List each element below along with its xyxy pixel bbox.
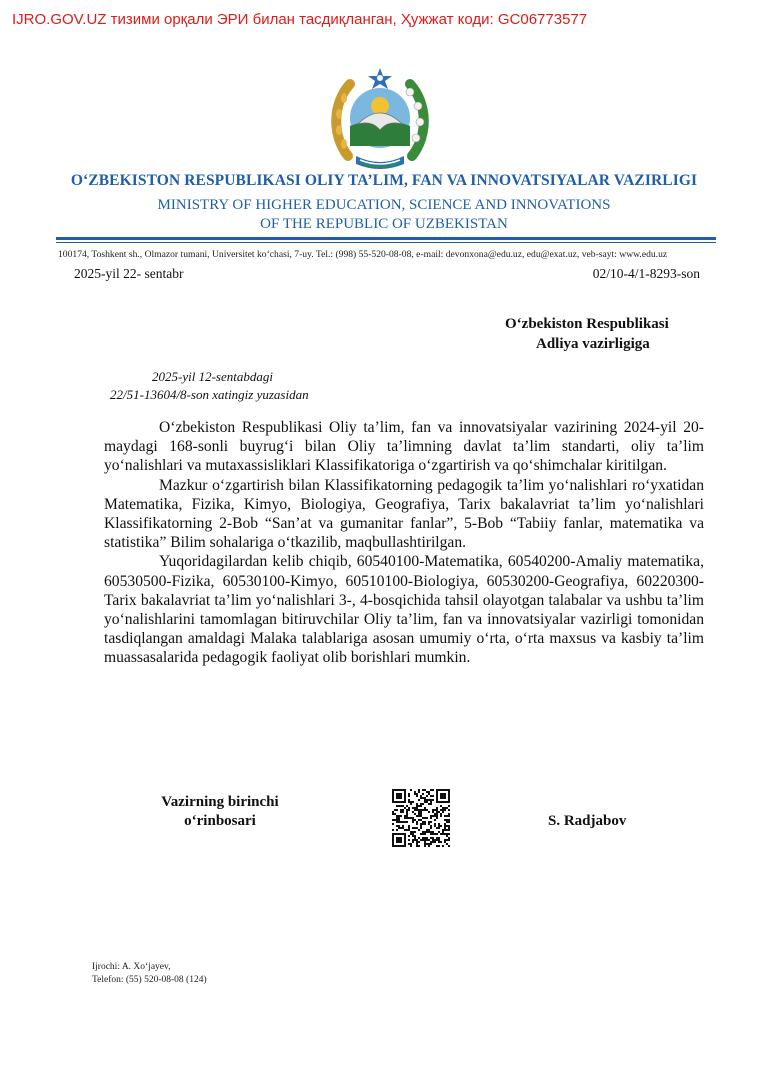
ministry-name-uz: O‘ZBEKISTON RESPUBLIKASI OLIY TA’LIM, FAN VA INNOVATSIYALAR VAZIRLIGI bbox=[70, 172, 698, 189]
ministry-name-en-line1: MINISTRY OF HIGHER EDUCATION, SCIENCE AND INNOVATIONS bbox=[157, 197, 611, 213]
ministry-name-en-line2: OF THE REPUBLIC OF UZBEKISTAN bbox=[260, 216, 508, 232]
recipient-line1: O‘zbekiston Respublikasi bbox=[505, 316, 669, 332]
recipient-line2: Adliya vazirligiga bbox=[536, 336, 650, 352]
body-paragraph: Mazkur o‘zgartirish bilan Klassifikatorning pedagogik ta’lim yo‘nalishlari ro‘yxatidan Matematika, Fizika, Kimyo, Biologiya, Geografiya, Tarix bakalavriat ta’lim yo‘nalishlari Klassifikatorning 2-Bob “San’at va gumanitar fanlar”, 5-Bob “Tabiiy fanlar, matematika va statistika” Bilim sohalariga o‘tkazilib, maqbullashtirilgan. bbox=[104, 476, 704, 552]
signatory-title-line2: o‘rinbosari bbox=[184, 813, 256, 829]
reference-line1: 2025-yil 12-sentabdagi bbox=[152, 369, 273, 384]
executor-name: Ijrochi: A. Xo‘jayev, bbox=[92, 962, 171, 972]
eri-verification-stamp: IJRO.GOV.UZ тизими орқали ЭРИ билан тасдиқланган, Ҳужжат коди: GC06773577 bbox=[12, 11, 588, 28]
executor-phone: Telefon: (55) 520-08-08 (124) bbox=[92, 975, 207, 985]
letter-number: 02/10-4/1-8293-son bbox=[592, 266, 700, 281]
header-rule bbox=[56, 237, 716, 240]
body-paragraph: O‘zbekiston Respublikasi Oliy ta’lim, fan va innovatsiyalar vazirining 2024-yil 20-maydagi 168-sonli buyrug‘i bilan Oliy ta’limning davlat ta’lim standarti, oliy ta’lim yo‘nalishlari va mutaxassisliklari Klassifikatoriga o‘zgartirish va qo‘shimchalar kiritilgan. bbox=[104, 419, 704, 475]
signatory-name: S. Radjabov bbox=[548, 813, 627, 829]
reference-line2: 22/51-13604/8-son xatingiz yuzasidan bbox=[110, 387, 309, 402]
qr-code-icon bbox=[392, 789, 450, 847]
signatory-title-line1: Vazirning birinchi bbox=[161, 794, 279, 810]
ministry-address: 100174, Toshkent sh., Olmazor tumani, Universitet ko‘chasi, 7-uy. Tel.: (998) 55-520-08-08, e-mail: devonxona@edu.uz, edu@exat.uz, veb-sayt: www.edu.uz bbox=[58, 249, 668, 260]
letter-body bbox=[104, 418, 704, 668]
letter-date: 2025-yil 22- sentabr bbox=[74, 266, 184, 281]
body-paragraph: Yuqoridagilardan kelib chiqib, 60540100-Matematika, 60540200-Amaliy matematika, 60530500-Fizika, 60530100-Kimyo, 60510100-Biologiya, 60530200-Geografiya, 60220300-Tarix bakalavriat ta’lim yo‘nalishlari 3-, 4-bosqichida tahsil olayotgan talabalar va ushbu ta’lim yo‘nalishlarini tamomlagan bitiruvchilar Oliy ta’lim, fan va innovatsiyalar vazirligi tomonidan tasdiqlangan amaldagi Malaka talablariga asosan umumiy o‘rta, o‘rta maxsus va kasbiy ta’lim muassasalarida pedagogik faoliyat olib borishlari mumkin. bbox=[104, 553, 704, 667]
header-rule-thin bbox=[56, 242, 716, 243]
uzbekistan-state-emblem-icon bbox=[328, 66, 432, 172]
